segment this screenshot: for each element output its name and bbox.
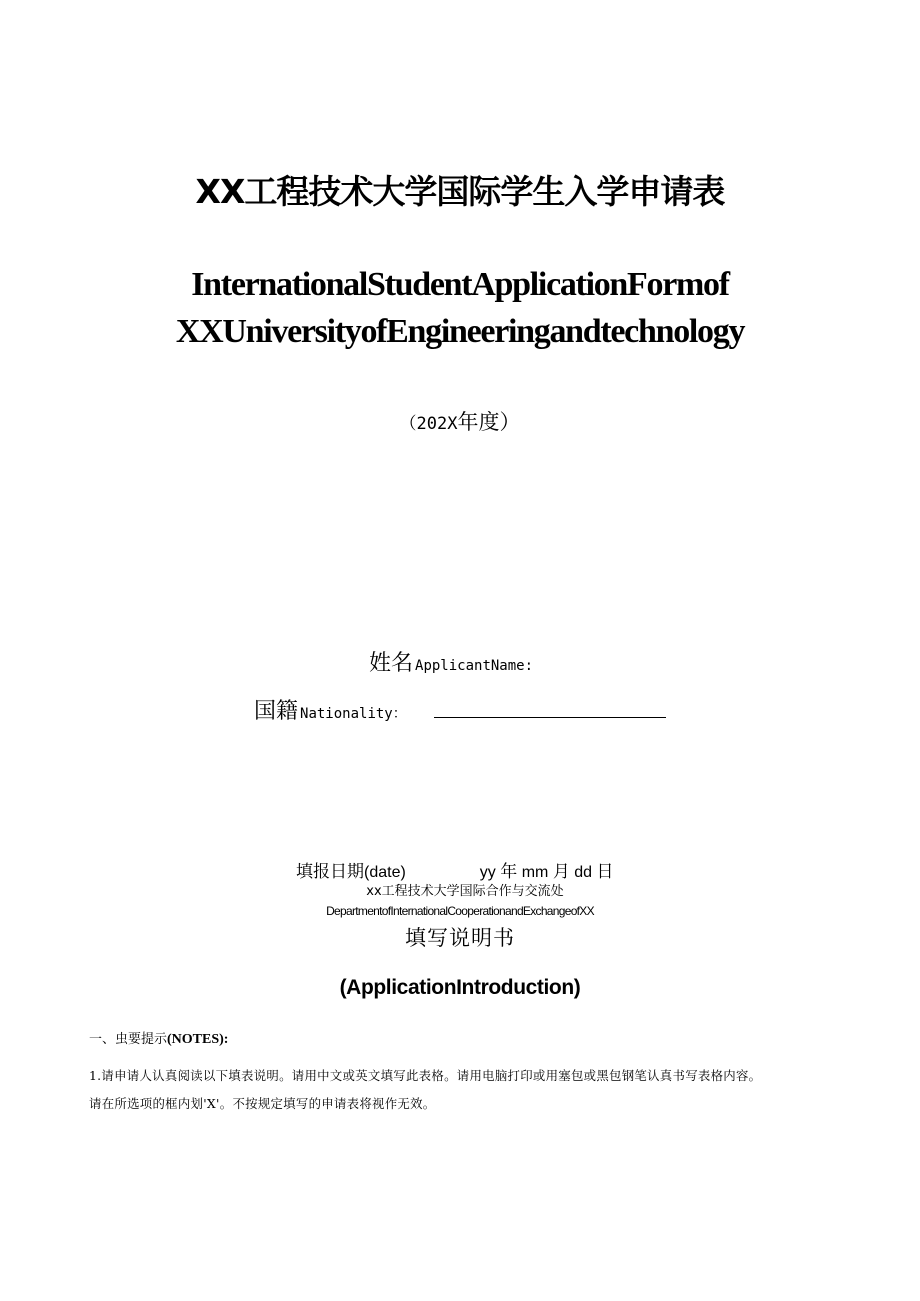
applicant-name-field[interactable] bbox=[369, 646, 533, 677]
guide-subtitle: (ApplicationIntroduction) bbox=[339, 976, 581, 999]
page-title-en-line1: InternationalStudentApplicationFormof bbox=[191, 266, 729, 303]
page-title-zh: XX工程技术大学国际学生入学申请表 bbox=[195, 172, 725, 211]
fill-date-year: yy bbox=[479, 864, 496, 881]
fill-date-label-en: (date) bbox=[364, 864, 406, 881]
fill-date-label-zh: 填报日期 bbox=[296, 862, 364, 882]
nationality-label-zh: 国籍 bbox=[254, 699, 299, 724]
academic-year bbox=[0, 406, 920, 436]
academic-year-suffix: 年度） bbox=[457, 410, 521, 434]
applicant-name-label-zh: 姓名 bbox=[369, 651, 414, 676]
notes-heading bbox=[89, 1028, 228, 1048]
note-1-line2: 请在所选项的框内划'X'。不按规定填写的申请表将视作无效。 bbox=[89, 1096, 436, 1111]
fill-date-month: mm bbox=[521, 864, 549, 881]
fill-date bbox=[296, 857, 614, 882]
applicant-name-label-en: ApplicantName: bbox=[415, 658, 534, 674]
department-name-en: DepartmentofInternationalCooperationandExchangeofXX bbox=[326, 904, 594, 918]
guide-title: 填写说明书 bbox=[405, 926, 515, 950]
note-1-line1: 1.请申请人认真阅读以下填表说明。请用中文或英文填写此表格。请用电脑打印或用塞包或黑包钢笔认真书写表格内容。 bbox=[89, 1068, 762, 1083]
notes-heading-zh: 一、虫要提示 bbox=[89, 1032, 168, 1047]
fill-date-day: dd bbox=[574, 864, 593, 881]
notes-heading-en: (NOTES): bbox=[167, 1032, 229, 1047]
page-title-en-line2: XXUniversityofEngineeringandtechnology bbox=[175, 313, 745, 350]
department-name-zh: xx工程技术大学国际合作与交流处 bbox=[366, 884, 564, 899]
fill-date-year-unit: 年 bbox=[500, 862, 518, 882]
fill-date-day-unit: 日 bbox=[596, 862, 614, 882]
nationality-field[interactable] bbox=[254, 694, 407, 725]
nationality-input-line[interactable] bbox=[434, 717, 666, 718]
fill-date-month-unit: 月 bbox=[552, 862, 570, 882]
nationality-label-en: Nationality： bbox=[300, 706, 407, 722]
academic-year-prefix: （202X bbox=[399, 414, 458, 434]
